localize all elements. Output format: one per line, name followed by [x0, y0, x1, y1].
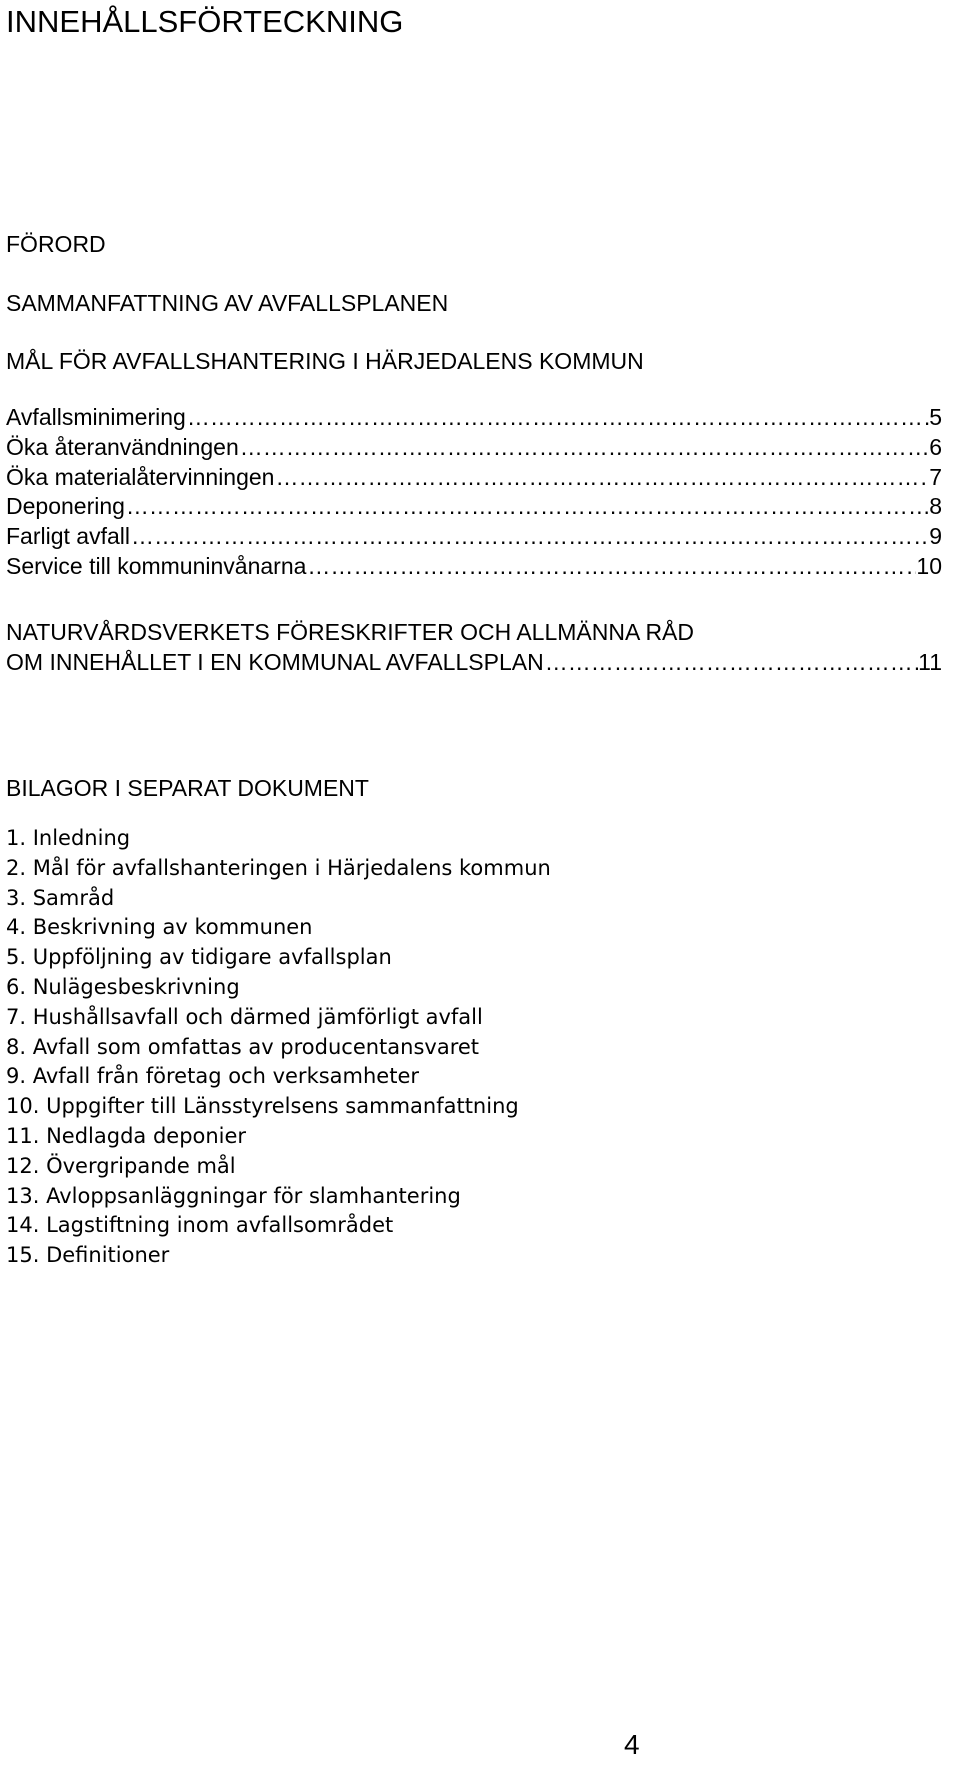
- toc-entry-label: Öka återanvändningen: [6, 433, 239, 460]
- appendix-item: 11. Nedlagda deponier: [6, 1123, 247, 1148]
- toc-entry-page: 6: [929, 433, 942, 460]
- appendix-list: [6, 824, 551, 1271]
- toc-entry-label: Öka materialåtervinningen: [6, 463, 275, 490]
- toc-entry: [6, 492, 942, 522]
- appendix-item: 14. Lagstiftning inom avfallsområdet: [6, 1213, 394, 1238]
- dot-leader: [544, 648, 918, 678]
- heading-goals: MÅL FÖR AVFALLSHANTERING I HÄRJEDALENS KOMMUN: [6, 348, 644, 374]
- dot-leader: [239, 433, 929, 463]
- appendix-item: 7. Hushållsavfall och därmed jämförligt avfall: [6, 1004, 483, 1029]
- toc-entry: [6, 433, 942, 463]
- toc-entry-page: 8: [929, 493, 942, 520]
- regulations-line-2: [6, 648, 942, 678]
- appendix-item: 2. Mål för avfallshanteringen i Härjedalens kommun: [6, 855, 551, 880]
- regulations-label-line-2: OM INNEHÅLLET I EN KOMMUNAL AVFALLSPLAN: [6, 648, 544, 675]
- toc-entry-label: Service till kommuninvånarna: [6, 552, 307, 579]
- toc-entry-label: Deponering: [6, 493, 125, 520]
- toc-list: [6, 403, 942, 582]
- toc-entry-page: 9: [929, 523, 942, 550]
- toc-entry: [6, 463, 942, 493]
- appendix-item: 3. Samråd: [6, 885, 115, 910]
- toc-entry-page: 7: [929, 463, 942, 490]
- regulations-page: 11: [918, 648, 942, 675]
- dot-leader: [274, 463, 929, 493]
- appendix-item: 15. Definitioner: [6, 1243, 170, 1268]
- regulations-label-line-1: NATURVÅRDSVERKETS FÖRESKRIFTER OCH ALLMÄNNA RÅD: [6, 619, 695, 645]
- regulations-line-1: [6, 618, 942, 648]
- toc-entry-label: Avfallsminimering: [6, 404, 186, 430]
- document-title: INNEHÅLLSFÖRTECKNING: [6, 4, 404, 39]
- dot-leader: [306, 552, 916, 582]
- toc-entry: [6, 403, 942, 433]
- appendix-item: 8. Avfall som omfattas av producentansvaret: [6, 1034, 480, 1059]
- heading-appendices: BILAGOR I SEPARAT DOKUMENT: [6, 775, 369, 801]
- appendix-item: 6. Nulägesbeskrivning: [6, 974, 240, 999]
- appendix-item: 5. Uppföljning av tidigare avfallsplan: [6, 945, 392, 970]
- appendix-item: 1. Inledning: [6, 826, 131, 850]
- appendix-item: 9. Avfall från företag och verksamheter: [6, 1064, 420, 1089]
- toc-entry-page: 10: [916, 552, 942, 579]
- appendix-item: 13. Avloppsanläggningar för slamhantering: [6, 1183, 461, 1208]
- regulations-entry: [6, 618, 942, 678]
- appendix-item: 10. Uppgifter till Länsstyrelsens sammanfattning: [6, 1094, 519, 1119]
- appendix-item: 4. Beskrivning av kommunen: [6, 915, 313, 940]
- page-number: 4: [624, 1729, 640, 1760]
- toc-entry: [6, 552, 942, 582]
- dot-leader: [186, 403, 929, 433]
- toc-entry-label: Farligt avfall: [6, 523, 130, 550]
- dot-leader: [130, 522, 929, 552]
- toc-entry-page: 5: [929, 404, 942, 430]
- appendix-item: 12. Övergripande mål: [6, 1153, 236, 1178]
- heading-foreword: FÖRORD: [6, 231, 106, 257]
- dot-leader: [125, 492, 929, 522]
- heading-summary: SAMMANFATTNING AV AVFALLSPLANEN: [6, 290, 449, 316]
- toc-entry: [6, 522, 942, 552]
